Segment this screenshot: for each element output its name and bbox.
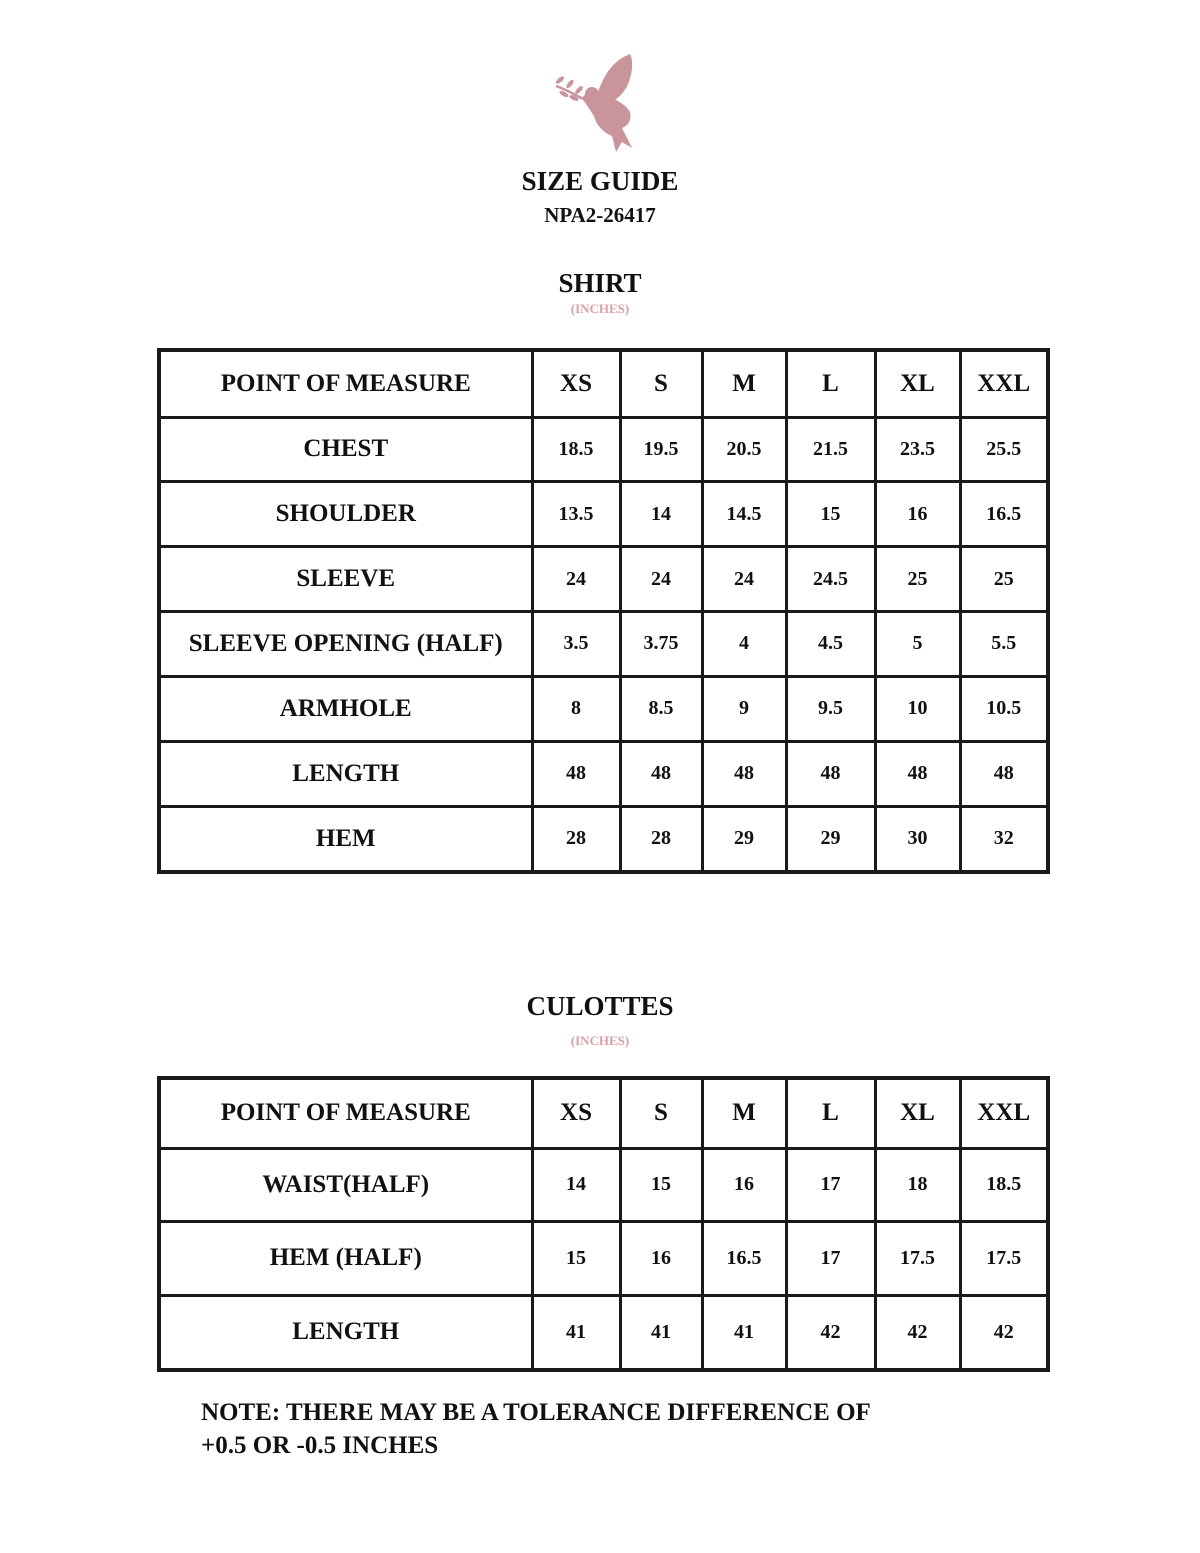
table-cell: 4.5 — [786, 612, 875, 677]
table-cell: 17.5 — [875, 1222, 960, 1296]
table-cell: 48 — [702, 741, 786, 806]
table-cell: 42 — [960, 1295, 1048, 1370]
table-cell: 16 — [620, 1222, 702, 1296]
table-cell: 14.5 — [702, 482, 786, 547]
table-header-row — [159, 350, 1048, 417]
table-cell: 42 — [875, 1295, 960, 1370]
table-cell: 24 — [532, 547, 620, 612]
table-cell: 5.5 — [960, 612, 1048, 677]
column-header: XXL — [960, 350, 1048, 417]
table-cell: 10 — [875, 676, 960, 741]
table-cell: 23.5 — [875, 417, 960, 482]
note-line: NOTE: THERE MAY BE A TOLERANCE DIFFERENCE OF — [201, 1399, 871, 1426]
table-cell: 28 — [532, 806, 620, 872]
table-cell: 25.5 — [960, 417, 1048, 482]
shirt-section-title: SHIRT — [558, 268, 642, 298]
table-cell: 24 — [620, 547, 702, 612]
page-title: SIZE GUIDE — [521, 166, 679, 196]
table-cell: 41 — [702, 1295, 786, 1370]
table-cell: 41 — [532, 1295, 620, 1370]
column-header: XS — [532, 1078, 620, 1148]
table-cell: 16 — [875, 482, 960, 547]
table-cell: 30 — [875, 806, 960, 872]
table-cell: 4 — [702, 612, 786, 677]
table-cell: 3.75 — [620, 612, 702, 677]
row-label: WAIST(HALF) — [159, 1148, 532, 1222]
table-cell: 21.5 — [786, 417, 875, 482]
row-label: SHOULDER — [159, 482, 532, 547]
table-cell: 13.5 — [532, 482, 620, 547]
row-label: LENGTH — [159, 741, 532, 806]
column-header: XXL — [960, 1078, 1048, 1148]
row-label: CHEST — [159, 417, 532, 482]
table-cell: 8 — [532, 676, 620, 741]
table-cell: 16.5 — [960, 482, 1048, 547]
row-label: LENGTH — [159, 1295, 532, 1370]
table-header-row — [159, 1078, 1048, 1148]
column-header: POINT OF MEASURE — [159, 350, 532, 417]
table-row — [159, 1148, 1048, 1222]
table-cell: 15 — [786, 482, 875, 547]
dove-with-olive-branch-icon — [552, 52, 648, 154]
table-cell: 14 — [620, 482, 702, 547]
culottes-section-title: CULOTTES — [526, 991, 674, 1021]
column-header: L — [786, 1078, 875, 1148]
column-header: L — [786, 350, 875, 417]
table-cell: 42 — [786, 1295, 875, 1370]
table-cell: 17 — [786, 1222, 875, 1296]
culottes-unit-label: (INCHES) — [570, 1033, 630, 1048]
table-cell: 15 — [620, 1148, 702, 1222]
table-row — [159, 482, 1048, 547]
column-header: M — [702, 1078, 786, 1148]
table-cell: 10.5 — [960, 676, 1048, 741]
product-code: NPA2-26417 — [544, 203, 656, 227]
table-cell: 20.5 — [702, 417, 786, 482]
column-header: XL — [875, 350, 960, 417]
column-header: M — [702, 350, 786, 417]
column-header: XL — [875, 1078, 960, 1148]
table-cell: 28 — [620, 806, 702, 872]
table-cell: 19.5 — [620, 417, 702, 482]
table-cell: 25 — [875, 547, 960, 612]
table-cell: 16.5 — [702, 1222, 786, 1296]
table-cell: 9.5 — [786, 676, 875, 741]
table-row — [159, 741, 1048, 806]
table-cell: 48 — [960, 741, 1048, 806]
table-cell: 48 — [532, 741, 620, 806]
row-label: HEM (HALF) — [159, 1222, 532, 1296]
table-cell: 48 — [786, 741, 875, 806]
row-label: SLEEVE OPENING (HALF) — [159, 612, 532, 677]
table-cell: 18.5 — [532, 417, 620, 482]
note-line: +0.5 OR -0.5 INCHES — [201, 1432, 439, 1459]
shirt-size-table — [157, 348, 1050, 874]
column-header: S — [620, 350, 702, 417]
table-cell: 25 — [960, 547, 1048, 612]
table-cell: 3.5 — [532, 612, 620, 677]
table-cell: 29 — [786, 806, 875, 872]
table-cell: 48 — [875, 741, 960, 806]
table-cell: 5 — [875, 612, 960, 677]
tolerance-note — [201, 1396, 1021, 1462]
row-label: HEM — [159, 806, 532, 872]
column-header: S — [620, 1078, 702, 1148]
table-cell: 18.5 — [960, 1148, 1048, 1222]
table-cell: 8.5 — [620, 676, 702, 741]
table-row — [159, 547, 1048, 612]
table-cell: 16 — [702, 1148, 786, 1222]
table-cell: 29 — [702, 806, 786, 872]
shirt-unit-label: (INCHES) — [570, 301, 630, 316]
table-cell: 41 — [620, 1295, 702, 1370]
row-label: SLEEVE — [159, 547, 532, 612]
table-cell: 9 — [702, 676, 786, 741]
table-row — [159, 612, 1048, 677]
table-cell: 24.5 — [786, 547, 875, 612]
table-cell: 17.5 — [960, 1222, 1048, 1296]
culottes-size-table — [157, 1076, 1050, 1372]
row-label: ARMHOLE — [159, 676, 532, 741]
table-cell: 18 — [875, 1148, 960, 1222]
table-row — [159, 676, 1048, 741]
table-row — [159, 1222, 1048, 1296]
table-row — [159, 417, 1048, 482]
table-cell: 15 — [532, 1222, 620, 1296]
table-cell: 48 — [620, 741, 702, 806]
table-cell: 24 — [702, 547, 786, 612]
column-header: XS — [532, 350, 620, 417]
table-row — [159, 806, 1048, 872]
column-header: POINT OF MEASURE — [159, 1078, 532, 1148]
table-cell: 17 — [786, 1148, 875, 1222]
table-cell: 32 — [960, 806, 1048, 872]
table-row — [159, 1295, 1048, 1370]
table-cell: 14 — [532, 1148, 620, 1222]
